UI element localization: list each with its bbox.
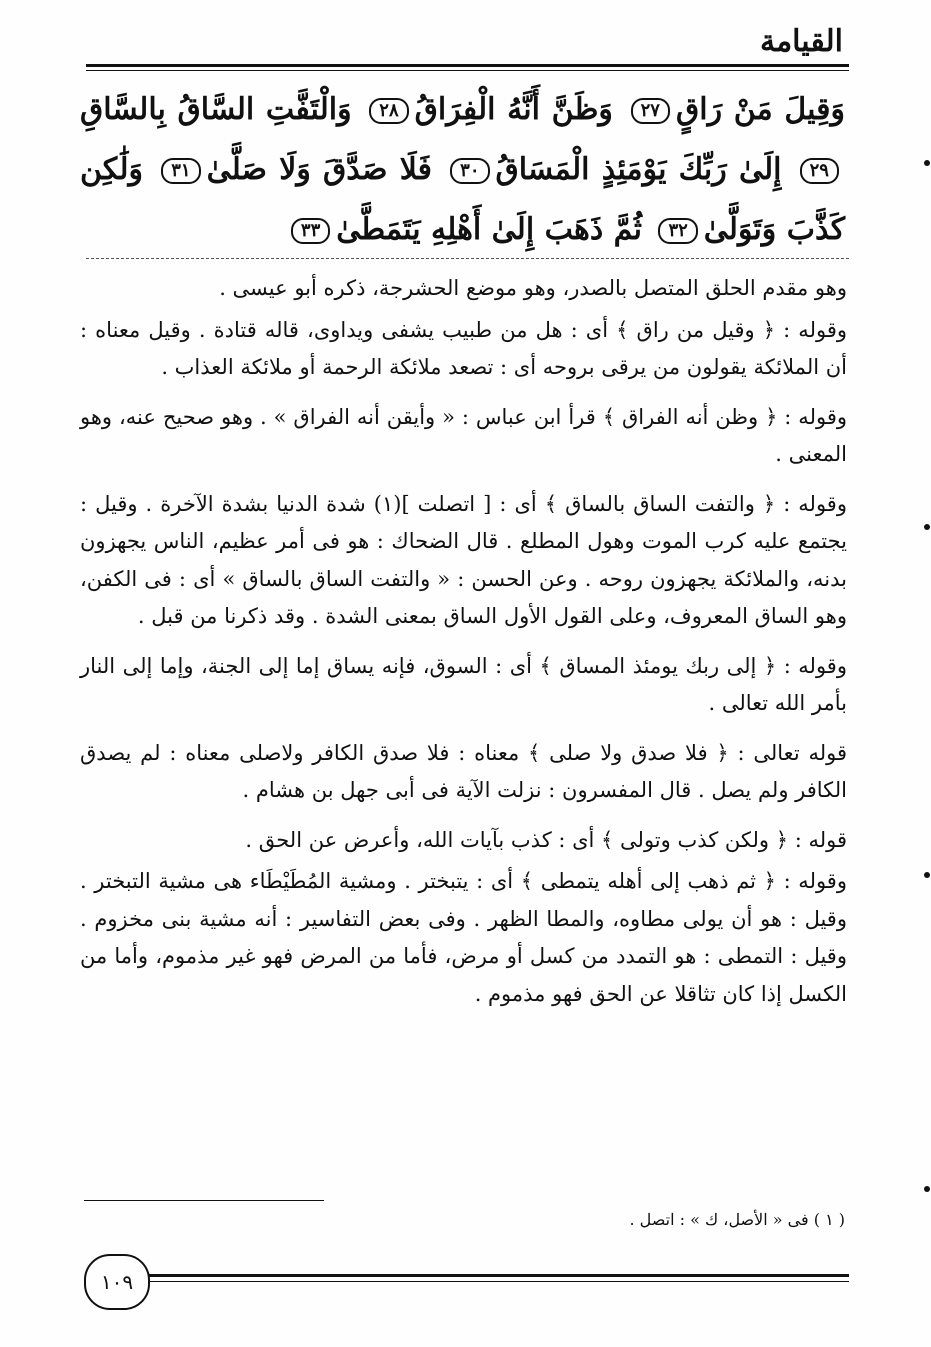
ayah-text: إِلَىٰ رَبِّكَ يَوْمَئِذٍ الْمَسَاقُ — [495, 152, 782, 187]
ayah-number-marker: ٣٣ — [291, 218, 330, 244]
footer-rule-thin — [145, 1281, 849, 1282]
footer-rule — [145, 1274, 849, 1277]
commentary-paragraph: وقوله : ﴿ والتفت الساق بالساق ﴾ أى : [ اتصلت ](١) شدة الدنيا بشدة الآخرة . وقيل : يجتمع عليه كرب الموت وهول المطلع . قال الضحاك : هو فى أمر عظيم، الناس يجهزون بدنه، والملائكة يجهزون روحه . وعن الحسن : « والتفت الساق بالساق » أى : فى الكفن، وهو الساق المعروف، وعلى القول الأول الساق بمعنى الشدة . وقد ذكرنا من قبل . — [80, 491, 847, 628]
ayah-text: وَالْتَفَّتِ السَّاقُ بِالسَّاقِ — [80, 92, 352, 127]
ayah-text: وَقِيلَ مَنْ رَاقٍ — [675, 92, 845, 127]
page-number: ١٠٩ — [84, 1254, 150, 1310]
quran-verses-block — [80, 80, 845, 260]
commentary-text — [80, 270, 847, 1025]
surah-title: القيامة — [760, 24, 843, 59]
ayah-text: فَلَا صَدَّقَ وَلَا صَلَّىٰ — [206, 152, 432, 187]
commentary-paragraph: وقوله : ﴿ وقيل من راق ﴾ أى : هل من طبيب يشفى ويداوى، قاله قتادة . وقيل معناه : أن الملائكة يقولون من يرقى بروحه أى : تصعد ملائكة الرحمة أو ملائكة العذاب . — [80, 317, 847, 379]
ayah-number-marker: ٢٩ — [800, 158, 839, 184]
ayah-number-marker: ٣٠ — [450, 158, 489, 184]
margin-dot — [924, 872, 930, 878]
commentary-paragraph: قوله : ﴿ ولكن كذب وتولى ﴾ أى : كذب بآيات الله، وأعرض عن الحق . — [245, 827, 847, 852]
header-rule — [86, 64, 849, 67]
ayah-text: وَلَٰكِن كَذَّبَ وَتَوَلَّىٰ — [80, 152, 845, 247]
header-rule-thin — [86, 70, 849, 71]
margin-dot — [924, 524, 930, 530]
commentary-paragraph: وقوله : ﴿ ثم ذهب إلى أهله يتمطى ﴾ أى : يتبختر . ومشية المُطَيْطَاء هى مشية التبختر . وقيل : هو أن يولى مطاوه، والمطا الظهر . وفى بعض التفاسير : أنه مشية بنى مخزوم . وقيل : التمطى : هو التمدد من كسل أو مرض، فأما من المرض فهو غير مذموم، وأما من الكسل إذا كان تثاقلا عن الحق فهو مذموم . — [80, 869, 847, 1006]
commentary-paragraph: وقوله : ﴿ إلى ربك يومئذ المساق ﴾ أى : السوق، فإنه يساق إما إلى الجنة، وإما إلى النار بأمر الله تعالى . — [80, 653, 847, 715]
margin-dot — [924, 1186, 930, 1192]
ayah-number-marker: ٣٢ — [658, 218, 697, 244]
ayah-text: وَظَنَّ أَنَّهُ الْفِرَاقُ — [414, 92, 613, 127]
commentary-paragraph: قوله تعالى : ﴿ فلا صدق ولا صلى ﴾ معناه : فلا صدق الكافر ولاصلى معناه : لم يصدق الكافر ولم يصل . قال المفسرون : نزلت الآية فى أبى جهل بن هشام . — [80, 740, 847, 802]
verses-divider — [86, 258, 849, 259]
footnote: ( ١ ) فى « الأصل، ك » : اتصل . — [629, 1210, 845, 1229]
ayah-number-marker: ٢٧ — [631, 98, 670, 124]
ayah-number-marker: ٣١ — [161, 158, 200, 184]
margin-dot — [924, 160, 930, 166]
commentary-paragraph: وهو مقدم الحلق المتصل بالصدر، وهو موضع الحشرجة، ذكره أبو عيسى . — [219, 276, 847, 300]
ayah-text: ثُمَّ ذَهَبَ إِلَىٰ أَهْلِهِ يَتَمَطَّىٰ — [336, 212, 642, 247]
footnote-rule — [84, 1200, 324, 1201]
ayah-number-marker: ٢٨ — [369, 98, 408, 124]
commentary-paragraph: وقوله : ﴿ وظن أنه الفراق ﴾ قرأ ابن عباس : « وأيقن أنه الفراق » . وهو صحيح عنه، وهو المعنى . — [80, 404, 847, 466]
